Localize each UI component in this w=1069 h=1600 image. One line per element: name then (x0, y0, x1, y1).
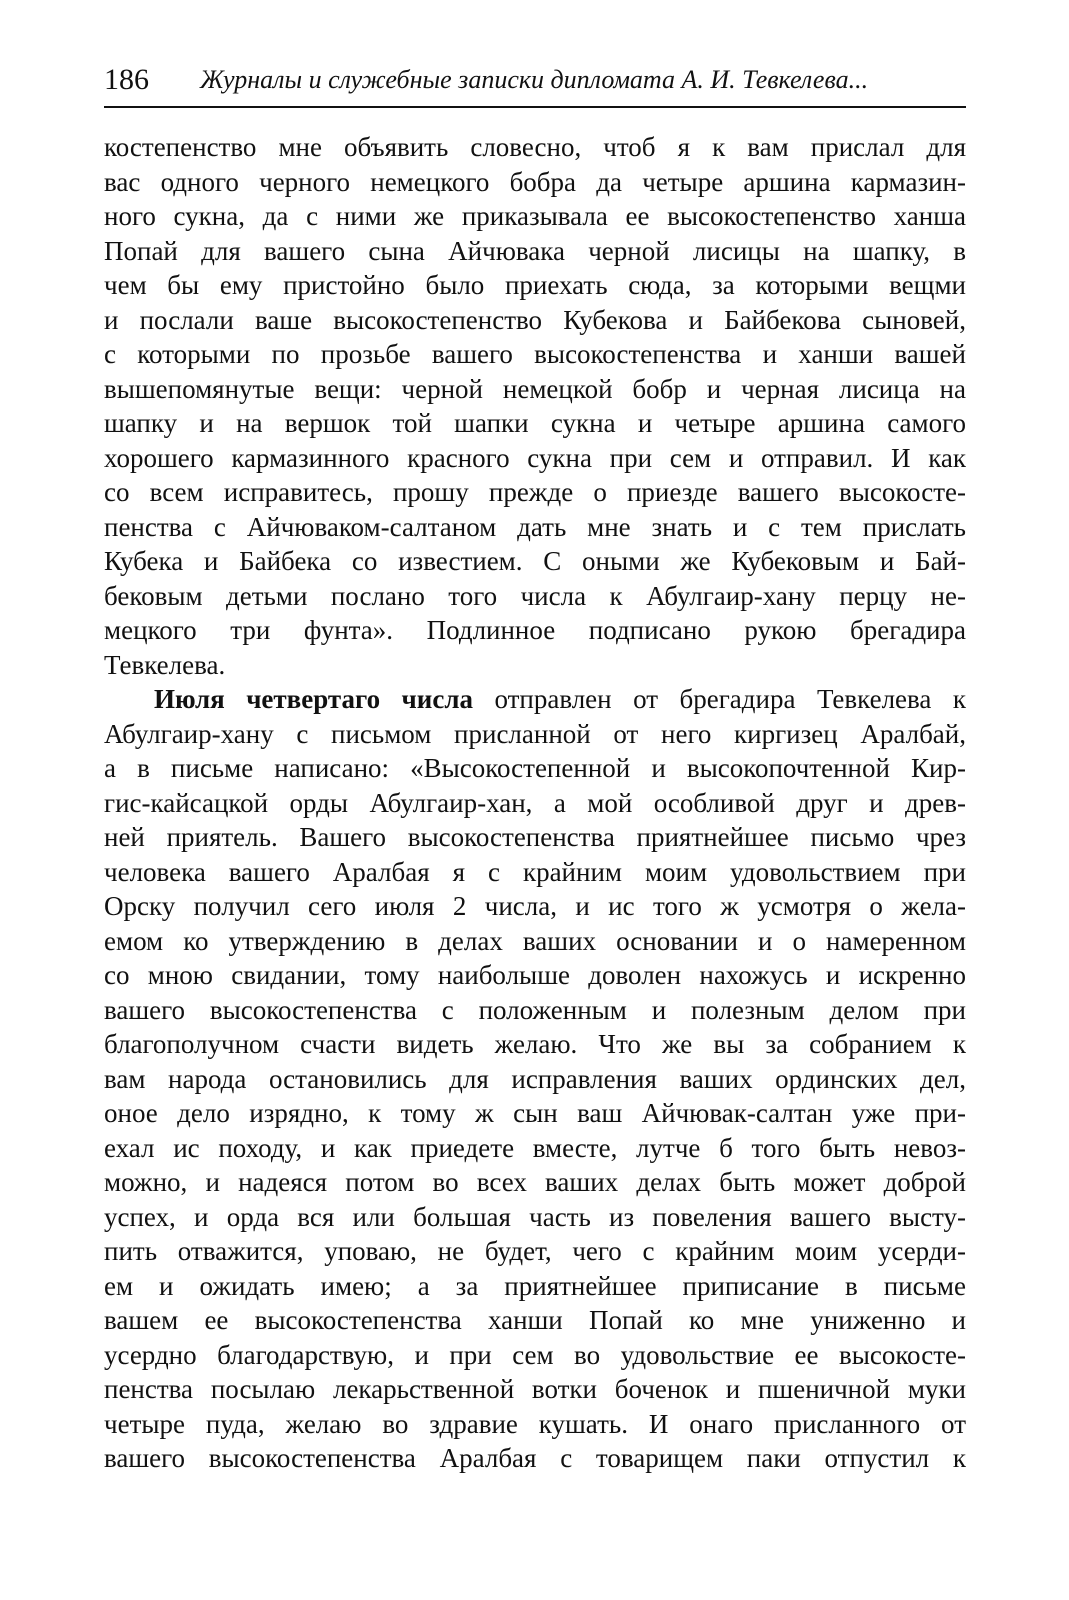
text-line: а в письме написано: «Высокостепенной и высокопочтенной Кир- (104, 753, 966, 783)
text-line: пить отважится, уповаю, не будет, чего с крайним моим усерди- (104, 1236, 966, 1266)
paragraph-1 (104, 130, 966, 682)
text-line: Тевкелева. (104, 649, 226, 680)
text-line: мецкого три фунта». Подлинное подписано рукою брегадира (104, 615, 966, 645)
text-line: вашего высокостепенства с положенным и полезным делом при (104, 994, 966, 1025)
text-line: Кубека и Байбека со известием. С оными же Кубековым и Бай- (104, 546, 966, 576)
text-line: бековым детьми послано того числа к Абулгаир-хану перцу не- (104, 580, 966, 611)
text-line: гис-кайсацкой орды Абулгаир-хан, а мой особливой друг и древ- (104, 787, 966, 818)
text-line: человека вашего Аралбая я с крайним моим удовольствием при (104, 856, 966, 887)
text-line: благополучном счасти видеть желаю. Что же вы за собранием к (104, 1029, 966, 1059)
text-line: ней приятель. Вашего высокостепенства приятнейшее письмо чрез (104, 822, 966, 852)
text-line: вас одного черного немецкого бобра да четыре аршина кармазин- (104, 166, 966, 197)
text-line: вышепомянутые вещи: черной немецкой бобр и черная лисица на (104, 373, 966, 404)
page-number: 186 (104, 63, 149, 96)
text-line: со мною свидании, тому наиболыше доволен нахожусь и искренно (104, 960, 966, 990)
text-line: с которыми по прозьбе вашего высокостепенства и ханши вашей (104, 339, 966, 369)
text-line: пенства с Айчюваком-салтаном дать мне знать и с тем прислать (104, 511, 966, 542)
body-text (104, 130, 966, 1476)
text-line: Абулгаир-хану с письмом присланной от него киргизец Аралбай, (104, 718, 966, 749)
text-line: усердно благодарствую, и при сем во удовольствие ее высокосте- (104, 1339, 966, 1370)
text-line: Попай для вашего сына Айчювака черной лисицы на шапку, в (104, 235, 966, 266)
running-title: Журналы и служебные записки дипломата А. И. Тевкелева... (200, 65, 869, 94)
text-line: и послали ваше высокостепенство Кубекова и Байбекова сыновей, (104, 304, 966, 335)
text-line: ного сукна, да с ними же приказывала ее высокостепенство ханша (104, 201, 966, 231)
text-line: Орску получил сего июля 2 числа, и ис того ж усмотря о жела- (104, 891, 966, 921)
text-line: чем бы ему пристойно было приехать сюда, за которыми вещми (104, 270, 966, 300)
text-line: ем и ожидать имею; а за приятнейшее приписание в письме (104, 1270, 966, 1301)
text-line: емом ко утверждению в делах ваших основании и о намеренном (104, 925, 966, 956)
text-line: шапку и на вершок той шапки сукна и четыре аршина самого (104, 408, 966, 438)
text-line: пенства посылаю лекарьственной вотки боченок и пшеничной муки (104, 1374, 966, 1404)
paragraph-2 (104, 682, 966, 1476)
paragraph-first-line (104, 682, 966, 717)
text-line: вашем ее высокостепенства ханши Попай ко мне униженно и (104, 1305, 966, 1335)
first-line-text: отправлен от брегадира Тевкелева к (472, 684, 966, 714)
date-lead: Июля четвертаго числа (154, 684, 473, 714)
text-line: хорошего кармазинного красного сукна при сем и отправил. И как (104, 442, 966, 473)
text-line: можно, и надеяся потом во всех ваших делах быть может доброй (104, 1167, 966, 1197)
text-line: успех, и орда вся или большая часть из повеления вашего высту- (104, 1201, 966, 1232)
text-line: четыре пуда, желаю во здравие кушать. И онаго присланного от (104, 1408, 966, 1439)
text-line: оное дело изрядно, к тому ж сын ваш Айчювак-салтан уже при- (104, 1098, 966, 1128)
text-line: костепенство мне объявить словесно, чтоб я к вам прислал для (104, 132, 966, 162)
header-divider (104, 106, 966, 108)
text-line: вашего высокостепенства Аралбая с товарищем паки отпустил к (104, 1443, 966, 1473)
running-header (104, 58, 966, 102)
text-line: ехал ис походу, и как приедете вместе, лутче б того быть невоз- (104, 1132, 966, 1163)
text-line: вам народа остановились для исправления ваших ординских дел, (104, 1063, 966, 1094)
text-line: со всем исправитесь, прошу прежде о приезде вашего высокосте- (104, 477, 966, 507)
